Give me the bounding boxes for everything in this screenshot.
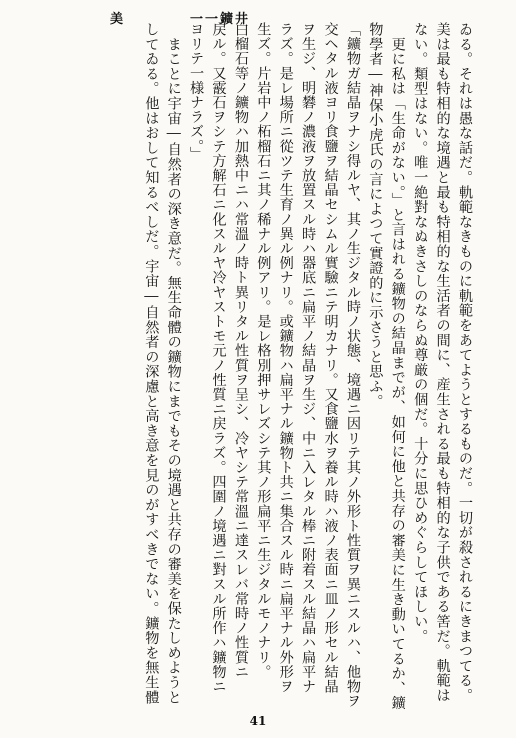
- quote-column: ラズ。是レ場所ニ從ツテ生育ノ異ル例ナリ。或鑛物ハ扁平ナル鑛物ト共ニ集合スル時ニ扁平ナル外形ヲ: [277, 22, 294, 694]
- quote-column: ヨリテ一様ナラズ。」: [188, 22, 205, 161]
- text-column: 物學者―神保小虎氏の言によつて實證的に示さうと思ふ。: [367, 22, 384, 409]
- text-column: してゐる。他はおして知るべしだ。宇宙―自然者の深慮と高き意を見のがすべきでない。鑛物を無生體: [143, 22, 160, 705]
- quote-column: 生ズ。片岩中ノ柘榴石ニ其ノ稀ナル例アリ。是レ格別押サレズシテ其ノ形扁平ニ生ジタルモノナリ。: [255, 22, 272, 679]
- quote-column: 交ヘタル液ヨリ食鹽ヲ結晶セシムル實驗ニテ明カナリ。又食鹽水ヲ養ル時ハ液ノ表面ニ皿ノ形セル結晶: [322, 22, 339, 694]
- quote-column: 「鑛物ガ結晶ヲナシ得ルヤ、其ノ生ジタル時ノ状態、境遇ニ因リテ其ノ外形ト性質ヲ異ニスルハ、他物ヲ: [344, 22, 361, 709]
- page-number: 41: [249, 714, 267, 728]
- vertical-text-body: [24, 22, 476, 712]
- text-column: ゐる。それは愚な話だ。軌範なきものに軌範をあてようとするものだ。一切が殺されるにきまつてる。: [457, 22, 473, 703]
- quote-column: 戻ル。又霰石ヲシテ方解石ニ化スルヤ冷ヤストモ元ノ性質ニ戻ラズ。四圍ノ境遇ニ對スル所作ハ鑛物ニ: [210, 22, 227, 694]
- text-column: 美は最も特相的な境遇と最も特相的な生活者の間に、産生される最も特相的な子供である筈だ。軌範は: [434, 22, 451, 703]
- text-column: まことに宇宙―自然者の深き意だ。無生命體の鑛物にまでもその境遇と共存の審美を保たしめようと: [165, 22, 182, 705]
- header-left-text: 美: [110, 12, 126, 27]
- text-column: ない。類型はない。唯一絶對なぬきさしのならぬ尊厳の個だ。十分に思ひめぐらしてほしい。: [412, 22, 429, 644]
- header-right-text: 一一鑛井: [190, 12, 251, 27]
- quote-column: 白榴石等ノ鑛物ハ加熱中ニハ常溫ノ時ト異リタル性質ヲ呈シ、冷ヤシテ常溫ニ達スレバ常時ノ性質ニ: [232, 22, 249, 679]
- text-column: 更に私は「生命がない。」と言はれる鑛物の結晶までが、如何に他と共存の審美に生き動いてるか、鑛: [389, 22, 406, 711]
- quote-column: ヲ生ジ、明礬ノ濃液ヲ放置スル時ハ器底ニ扁平ノ結晶ヲ生ジ、中ニ入レタル棒ニ附着スル結晶ハ扁平ナ: [300, 22, 317, 694]
